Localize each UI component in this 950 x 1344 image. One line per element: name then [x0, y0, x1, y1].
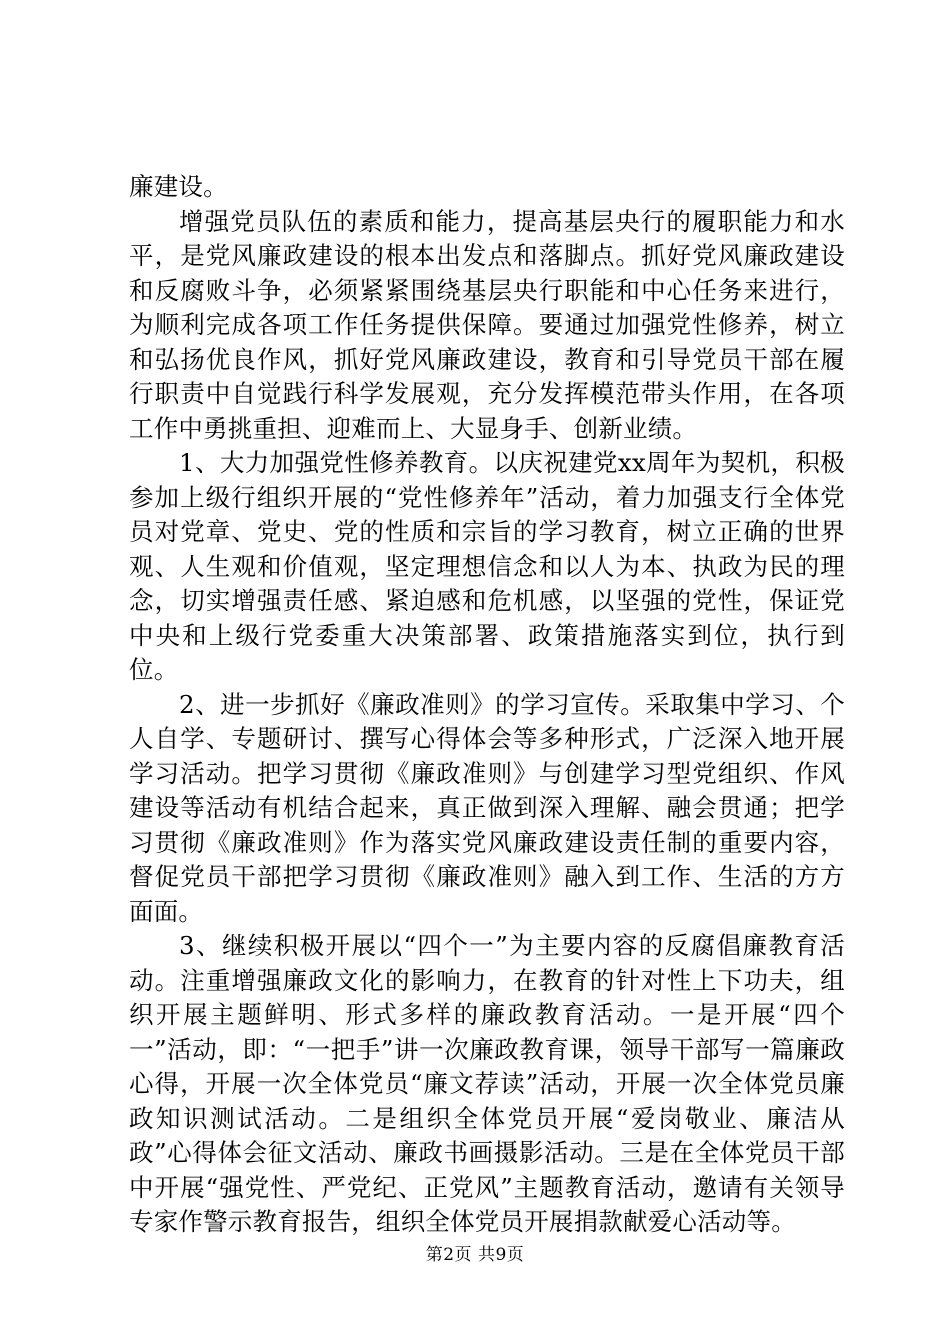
- paragraph-item-3: 3、继续积极开展以“四个一”为主要内容的反腐倡廉教育活动。注重增强廉政文化的影响力，在教育的针对性上下功夫，组织开展主题鲜明、形式多样的廉政教育活动。一是开展“四个一”活动，即：“一把手”讲一次廉政教育课，领导干部写一篇廉政心得，开展一次全体党员“廉文荐读”活动，开展一次全体党员廉政知识测试活动。二是组织全体党员开展“爱岗敬业、廉洁从政”心得体会征文活动、廉政书画摄影活动。三是在全体党员干部中开展“强党性、严党纪、正党风”主题教育活动，邀请有关领导专家作警示教育报告，组织全体党员开展捐款献爱心活动等。: [129, 931, 845, 1236]
- paragraph-item-2: 2、进一步抓好《廉政准则》的学习宣传。采取集中学习、个人自学、专题研讨、撰写心得体会等多种形式，广泛深入地开展学习活动。把学习贯彻《廉政准则》与创建学习型党组织、作风建设等活动有机结合起来，真正做到深入理解、融会贯通；把学习贯彻《廉政准则》作为落实党风廉政建设责任制的重要内容，督促党员干部把学习贯彻《廉政准则》融入到工作、生活的方方面面。: [129, 689, 845, 926]
- paragraph-intro: 增强党员队伍的素质和能力，提高基层央行的履职能力和水平，是党风廉政建设的根本出发点和落脚点。抓好党风廉政建设和反腐败斗争，必须紧紧围绕基层央行职能和中心任务来进行，为顺利完成各项工作任务提供保障。要通过加强党性修养，树立和弘扬优良作风，抓好党风廉政建设，教育和引导党员干部在履行职责中自觉践行科学发展观，充分发挥模范带头作用，在各项工作中勇挑重担、迎难而上、大显身手、创新业绩。: [129, 206, 845, 443]
- paragraph-continuation: 廉建设。: [129, 172, 228, 201]
- paragraph-item-1: 1、大力加强党性修养教育。以庆祝建党xx周年为契机，积极参加上级行组织开展的“党性修养年”活动，着力加强支行全体党员对党章、党史、党的性质和宗旨的学习教育，树立正确的世界观、人生观和价值观，坚定理想信念和以人为本、执政为民的理念，切实增强责任感、紧迫感和危机感，以坚强的党性，保证党中央和上级行党委重大决策部署、政策措施落实到位，执行到位。: [129, 448, 845, 684]
- document-body: [129, 170, 845, 1240]
- page-number-footer: 第2页 共9页: [425, 1245, 525, 1265]
